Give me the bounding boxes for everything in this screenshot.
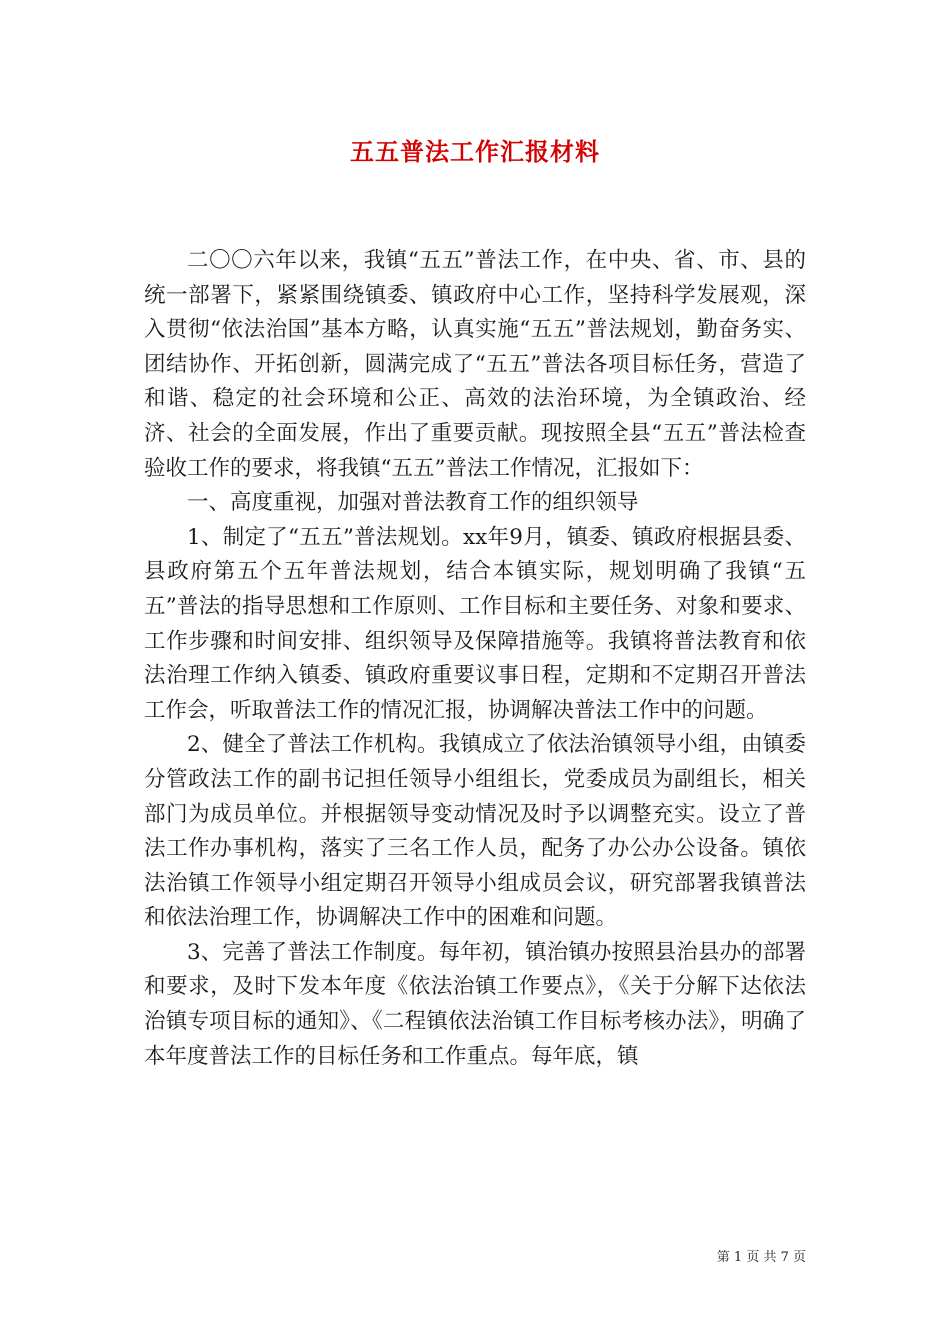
document-title: 五五普法工作汇报材料 — [350, 137, 600, 166]
page-number: 第 1 页 共 7 页 — [716, 1250, 806, 1265]
section-heading-1: 一、高度重视，加强对普法教育工作的组织领导 — [187, 490, 639, 516]
paragraph-intro: 二〇〇六年以来，我镇“五五”普法工作，在中央、省、市、县的统一部署下，紧紧围绕镇委、镇政府中心工作，坚持科学发展观，深入贯彻“依法治国”基本方略，认真实施“五五”普法规划，勤奋务实、团结协作、开拓创新，圆满完成了“五五”普法各项目标任务，营造了和谐、稳定的社会环境和公正、高效的法治环境，为全镇政治、经济、社会的全面发展，作出了重要贡献。现按照全县“五五”普法检查验收工作的要求，将我镇“五五”普法工作情况，汇报如下： — [144, 248, 806, 481]
paragraph-item-1: 1、制定了“五五”普法规划。xx年9月，镇委、镇政府根据县委、县政府第五个五年普法规划，结合本镇实际，规划明确了我镇“五五”普法的指导思想和工作原则、工作目标和主要任务、对象和要求、工作步骤和时间安排、组织领导及保障措施等。我镇将普法教育和依法治理工作纳入镇委、镇政府重要议事日程，定期和不定期召开普法工作会，听取普法工作的情况汇报，协调解决普法工作中的问题。 — [144, 524, 806, 723]
paragraph-item-3: 3、完善了普法工作制度。每年初，镇治镇办按照县治县办的部署和要求，及时下发本年度《依法治镇工作要点》，《关于分解下达依法治镇专项目标的通知》、《二程镇依法治镇工作目标考核办法》，明确了本年度普法工作的目标任务和工作重点。每年底，镇 — [144, 939, 806, 1069]
paragraph-item-2: 2、健全了普法工作机构。我镇成立了依法治镇领导小组，由镇委分管政法工作的副书记担任领导小组组长，党委成员为副组长，相关部门为成员单位。并根据领导变动情况及时予以调整充实。设立了普法工作办事机构，落实了三名工作人员，配务了办公办公设备。镇依法治镇工作领导小组定期召开领导小组成员会议，研究部署我镇普法和依法治理工作，协调解决工作中的困难和问题。 — [144, 732, 806, 931]
document-body — [144, 244, 806, 1074]
